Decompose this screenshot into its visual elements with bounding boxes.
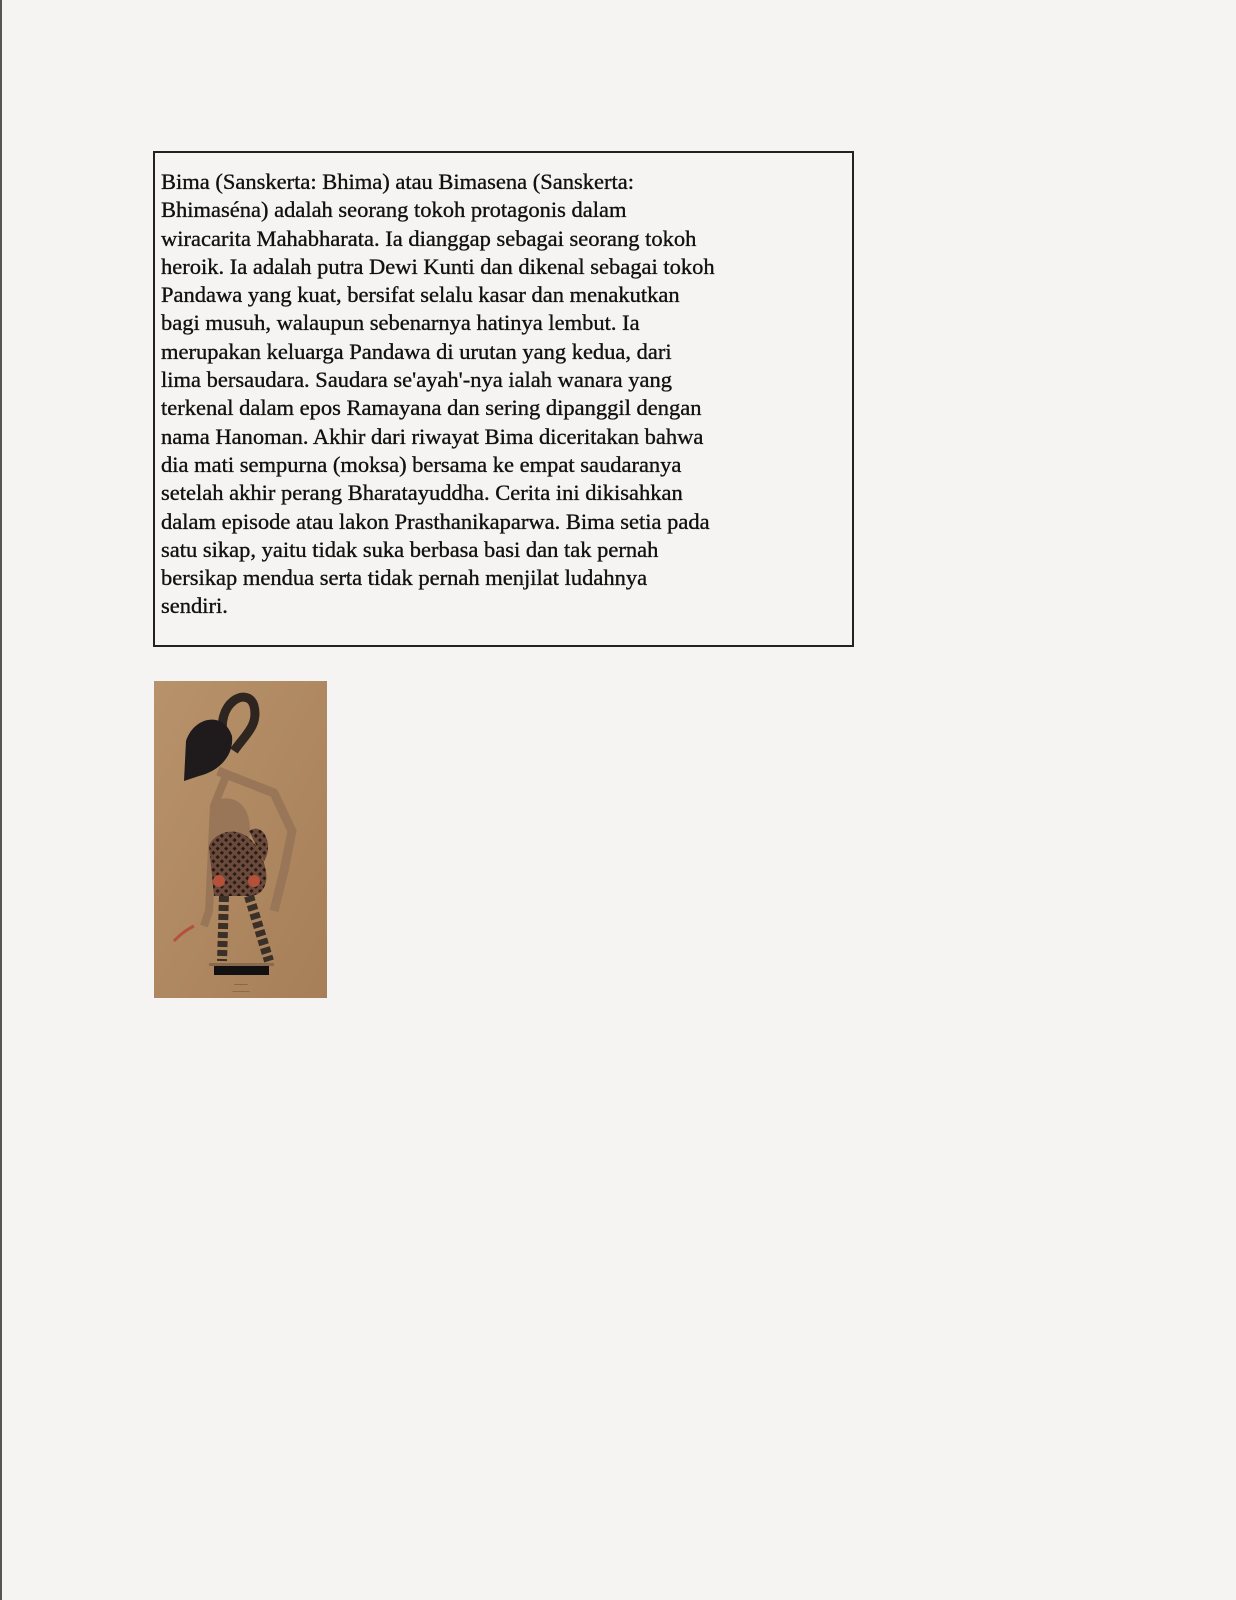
- svg-text:~~~~~~~~: ~~~~~~~~: [232, 989, 250, 994]
- wayang-puppet-illustration: [154, 681, 327, 998]
- paragraph-line: Bima (Sanskerta: Bhima) atau Bimasena (Sanskerta:: [161, 169, 634, 194]
- text-box: [153, 151, 854, 647]
- paragraph-line: terkenal dalam epos Ramayana dan sering dipanggil dengan: [161, 395, 702, 421]
- paragraph-line: dia mati sempurna (moksa) bersama ke empat saudaranya: [161, 451, 682, 477]
- paragraph-line: sendiri.: [161, 593, 228, 619]
- paragraph-line: dalam episode atau lakon Prasthanikaparwa. Bima setia pada: [161, 508, 710, 534]
- paragraph-line: wiracarita Mahabharata. Ia dianggap sebagai seorang tokoh: [161, 225, 697, 251]
- paragraph-line: bersikap mendua serta tidak pernah menjilat ludahnya: [161, 565, 648, 591]
- paragraph-line: nama Hanoman. Akhir dari riwayat Bima diceritakan bahwa: [161, 423, 704, 449]
- paragraph-line: lima bersaudara. Saudara se'ayah'-nya ialah wanara yang: [161, 367, 672, 393]
- wayang-bima-image: [154, 681, 327, 998]
- paragraph-line: satu sikap, yaitu tidak suka berbasa basi dan tak pernah: [161, 536, 659, 562]
- paragraph-line: heroik. Ia adalah putra Dewi Kunti dan dikenal sebagai tokoh: [161, 253, 715, 279]
- paragraph-line: setelah akhir perang Bharatayuddha. Cerita ini dikisahkan: [161, 480, 683, 506]
- paragraph-line: Pandawa yang kuat, bersifat selalu kasar dan menakutkan: [161, 282, 680, 308]
- svg-text:~~~~~: ~~~~~: [234, 983, 248, 988]
- paragraph-line: Bhimaséna) adalah seorang tokoh protagonis dalam: [161, 197, 627, 223]
- paragraph-line: bagi musuh, walaupun sebenarnya hatinya lembut. Ia: [161, 310, 640, 336]
- paragraph-line: merupakan keluarga Pandawa di urutan yang kedua, dari: [161, 338, 672, 364]
